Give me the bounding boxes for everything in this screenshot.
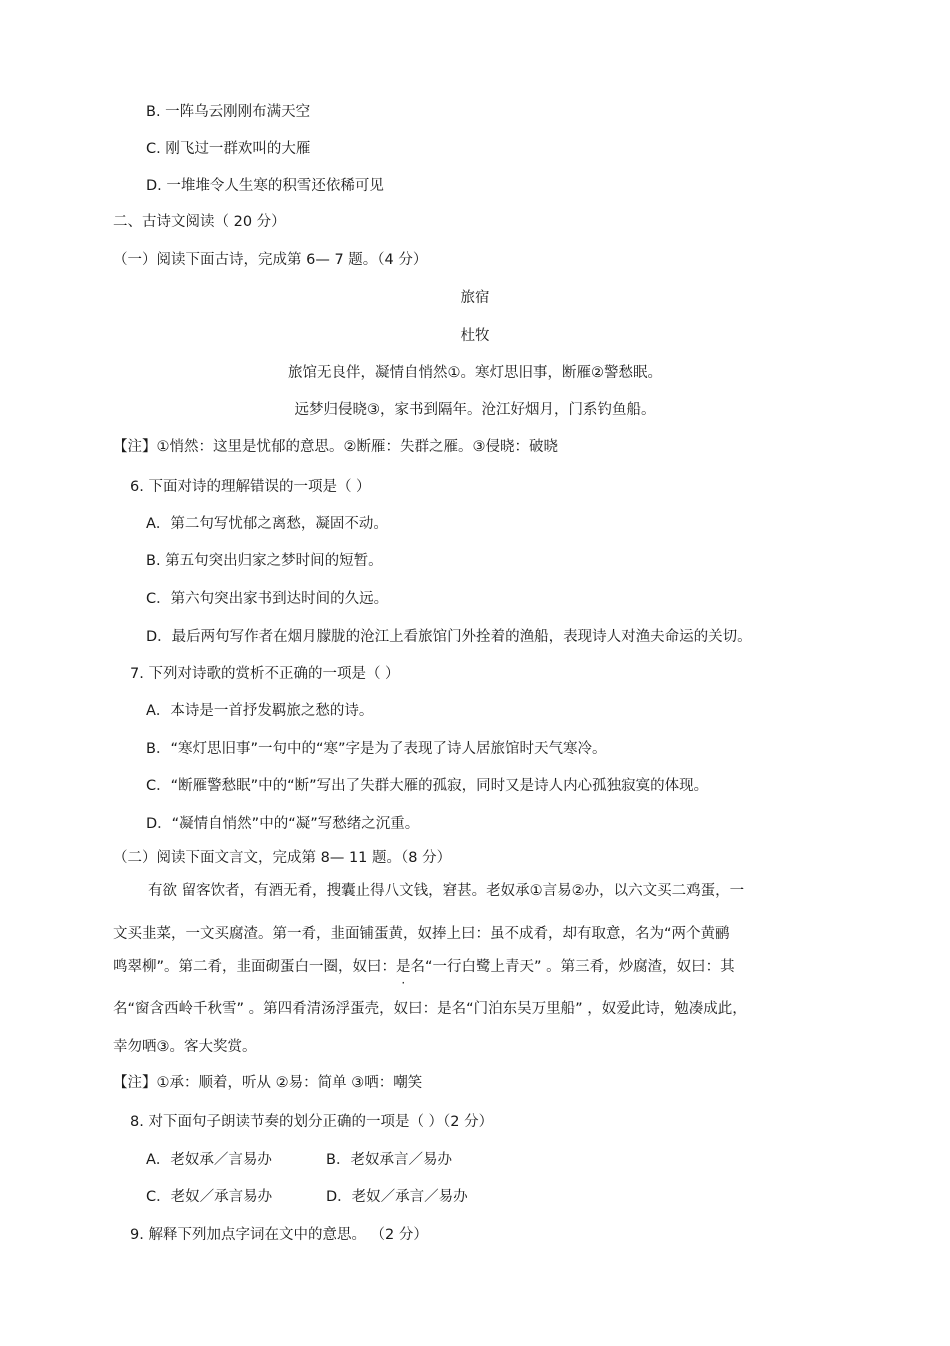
q8-option-d: D．老奴／承言／易办 [326,1189,468,1205]
q9-stem: 9. 解释下列加点字词在文中的意思。 （2 分） [130,1227,428,1243]
passage-line-4: 名“窗含西岭千秋雪” 。第四肴清汤浮蛋壳，奴曰：是名“门泊东吴万里船” ，奴爱此诗，勉凑成此， [113,1001,747,1017]
q6-option-d: D．最后两句写作者在烟月朦胧的沧江上看旅馆门外拴着的渔船，表现诗人对渔夫命运的关切。 [146,629,752,645]
q6-option-b: B. 第五句突出归家之梦时间的短暂。 [146,553,383,569]
poem-line-1: 旅馆无良伴，凝情自悄然①。寒灯思旧事，断雁②警愁眠。 [288,365,662,381]
q8-option-a: A．老奴承／言易办 [146,1152,272,1168]
passage-line-3 [113,957,735,977]
prev-option-b: B. 一阵乌云刚刚布满天空 [146,104,311,120]
passage-line-2: 文买韭菜，一文买腐渣。第一肴，韭面铺蛋黄，奴捧上曰：虽不成肴，却有取意，名为“两个黄鹂 [113,926,730,942]
q6-option-c: C．第六句突出家书到达时间的久远。 [146,591,389,607]
q8-option-b: B．老奴承言／易办 [326,1152,452,1168]
passage-line-3-b: 名“一行白鹭上青天” 。第三肴，炒腐渣，奴曰：其 [410,959,735,975]
q7-option-b: B．“寒灯思旧事”一句中的“寒”字是为了表现了诗人居旅馆时天气寒冷。 [146,741,607,757]
poem-author: 杜牧 [460,328,490,344]
prev-option-c: C. 刚飞过一群欢叫的大雁 [146,141,311,157]
part1-intro: （一）阅读下面古诗，完成第 6— 7 题。（4 分） [113,252,428,268]
section2-title: 二、古诗文阅读（ 20 分） [113,214,286,230]
passage-line-1 [148,881,744,901]
q6-option-a: A．第二句写忧郁之离愁，凝固不动。 [146,516,388,532]
passage-line-5: 幸勿哂③。客大奖赏。 [113,1039,257,1055]
passage-line-1-rest: 留客饮者，有酒无肴，搜囊止得八文钱，窘甚。老奴承①言易②办，以六文买二鸡蛋，一 [181,883,745,899]
q6-stem: 6. 下面对诗的理解错误的一项是（ ） [130,479,371,495]
q7-stem: 7. 下列对诗歌的赏析不正确的一项是（ ） [130,666,400,682]
poem-note: 【注】①悄然：这里是忧郁的意思。②断雁：失群之雁。③侵晓：破晓 [113,439,558,455]
prev-option-d: D. 一堆堆令人生寒的积雪还依稀可见 [146,178,384,194]
passage-note: 【注】①承：顺着，听从 ②易：简单 ③哂：嘲笑 [113,1075,423,1091]
q7-option-c: C．“断雁警愁眠”中的“断”写出了失群大雁的孤寂，同时又是诗人内心孤独寂寞的体现。 [146,778,709,794]
part2-intro: （二）阅读下面文言文，完成第 8— 11 题。（8 分） [113,850,452,866]
q7-option-d: D．“凝情自悄然”中的“凝”写愁绪之沉重。 [146,816,420,832]
poem-line-2: 远梦归侵晓③，家书到隔年。沧江好烟月，门系钓鱼船。 [294,402,656,418]
q7-option-a: A．本诗是一首抒发羁旅之愁的诗。 [146,703,374,719]
poem-title: 旅宿 [460,290,490,306]
passage-line-3-a: 鸣翠柳”。第二肴，韭面砌蛋白一圈，奴曰： [113,959,397,975]
dotted-char: 是 [396,959,411,975]
q8-option-c: C．老奴／承言易办 [146,1189,273,1205]
passage-line-1-prefix: 有欲 [148,883,177,899]
q8-stem: 8. 对下面句子朗读节奏的划分正确的一项是（ ）（2 分） [130,1114,494,1130]
